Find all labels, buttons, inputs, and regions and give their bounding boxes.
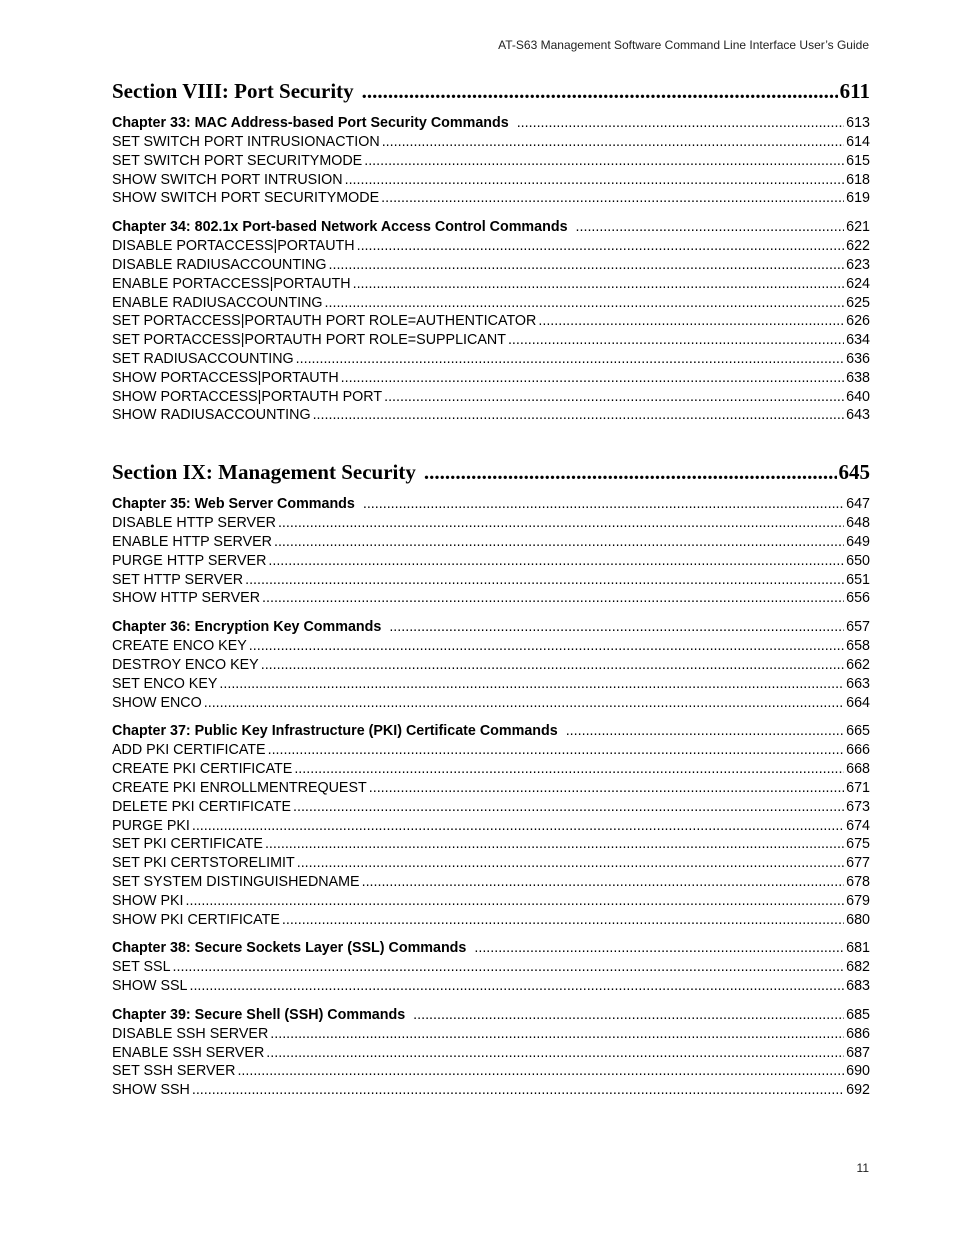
toc-entry[interactable]	[112, 779, 870, 798]
toc-entry[interactable]	[112, 189, 870, 208]
toc-entry[interactable]	[112, 312, 870, 331]
dot-leader	[173, 958, 845, 977]
toc-entry[interactable]	[112, 350, 870, 369]
dot-leader	[382, 133, 844, 152]
toc-entry-title: DELETE PKI CERTIFICATE	[112, 798, 292, 815]
dot-leader	[363, 495, 844, 514]
toc-section	[112, 457, 870, 487]
toc-entry[interactable]	[112, 656, 870, 675]
toc-chapter-heading[interactable]	[112, 1006, 870, 1025]
toc-chapter-heading[interactable]	[112, 722, 870, 741]
toc-chapter-heading[interactable]	[112, 114, 870, 133]
toc-entry-page-number: 656	[846, 590, 870, 607]
toc-entry-title: SET PKI CERTSTORELIMIT	[112, 855, 295, 872]
dot-leader	[204, 694, 844, 713]
dot-leader	[362, 76, 838, 106]
toc-entry-title: SHOW SWITCH PORT SECURITYMODE	[112, 190, 380, 207]
dot-leader	[381, 189, 844, 208]
toc-chapter-heading-title: Chapter 35: Web Server Commands	[112, 496, 355, 513]
toc-entry-title: SHOW PKI	[112, 892, 184, 909]
toc-entry-page-number: 663	[846, 675, 870, 692]
toc-entry-page-number: 682	[846, 959, 870, 976]
toc-entry-title: SET ENCO KEY	[112, 675, 218, 692]
toc-entry-page-number: 623	[846, 256, 870, 273]
toc-entry-title: CREATE ENCO KEY	[112, 638, 247, 655]
toc-chapter-heading-title: Chapter 38: Secure Sockets Layer (SSL) Commands	[112, 940, 467, 957]
toc-section-heading[interactable]	[112, 76, 870, 106]
toc-section	[112, 76, 870, 106]
toc-chapter-heading-title: Chapter 39: Secure Shell (SSH) Commands	[112, 1006, 406, 1023]
toc-entry-title: DISABLE PORTACCESS|PORTAUTH	[112, 238, 355, 255]
dot-leader	[237, 1062, 844, 1081]
dot-leader	[369, 779, 844, 798]
toc-chapter	[112, 618, 870, 712]
dot-leader	[245, 571, 844, 590]
toc-entry-title: SHOW PORTACCESS|PORTAUTH PORT	[112, 388, 383, 405]
toc-chapter-heading-page-number: 647	[846, 496, 870, 513]
toc-section-heading-title: Section VIII: Port Security	[112, 79, 354, 103]
toc-entry-title: CREATE PKI ENROLLMENTREQUEST	[112, 779, 367, 796]
toc-entry-title: SET PKI CERTIFICATE	[112, 836, 263, 853]
toc-entry-title: DISABLE RADIUSACCOUNTING	[112, 256, 327, 273]
toc-entry-page-number: 683	[846, 978, 870, 995]
dot-leader	[313, 406, 845, 425]
toc-entry-page-number: 677	[846, 855, 870, 872]
toc-entry-page-number: 662	[846, 656, 870, 673]
toc-entry[interactable]	[112, 152, 870, 171]
toc-chapter	[112, 114, 870, 208]
toc-entry-title: ENABLE SSH SERVER	[112, 1044, 265, 1061]
toc-entry[interactable]	[112, 835, 870, 854]
dot-leader	[508, 331, 844, 350]
toc-chapter-heading-page-number: 657	[846, 619, 870, 636]
dot-leader	[268, 741, 845, 760]
toc-chapter	[112, 1006, 870, 1100]
toc-entry-title: ENABLE RADIUSACCOUNTING	[112, 294, 323, 311]
toc-chapter-heading-title: Chapter 37: Public Key Infrastructure (PKI) Certificate Commands	[112, 723, 558, 740]
dot-leader	[261, 656, 844, 675]
toc-entry-page-number: 626	[846, 313, 870, 330]
dot-leader	[192, 1081, 844, 1100]
toc-entry[interactable]	[112, 760, 870, 779]
dot-leader	[474, 939, 844, 958]
toc-entry-page-number: 650	[846, 552, 870, 569]
toc-entry[interactable]	[112, 1025, 870, 1044]
toc-entry-title: PURGE HTTP SERVER	[112, 552, 267, 569]
toc-entry-title: ADD PKI CERTIFICATE	[112, 742, 266, 759]
toc-entry[interactable]	[112, 275, 870, 294]
toc-entry-title: SHOW PKI CERTIFICATE	[112, 911, 280, 928]
toc-entry[interactable]	[112, 589, 870, 608]
toc-entry[interactable]	[112, 1081, 870, 1100]
running-header: AT-S63 Management Software Command Line Interface User’s Guide	[498, 38, 869, 52]
toc-entry[interactable]	[112, 533, 870, 552]
dot-leader	[357, 237, 845, 256]
toc-entry-title: SHOW PORTACCESS|PORTAUTH	[112, 369, 339, 386]
dot-leader	[278, 514, 844, 533]
toc-entry-title: SET PORTACCESS|PORTAUTH PORT ROLE=AUTHENTICATOR	[112, 313, 537, 330]
toc-entry-title: SHOW RADIUSACCOUNTING	[112, 407, 311, 424]
toc-entry-page-number: 675	[846, 836, 870, 853]
toc-entry-page-number: 649	[846, 533, 870, 550]
toc-entry-page-number: 687	[846, 1044, 870, 1061]
dot-leader	[268, 552, 844, 571]
toc-chapter-heading-title: Chapter 36: Encryption Key Commands	[112, 619, 382, 636]
dot-leader	[362, 873, 845, 892]
dot-leader	[282, 911, 844, 930]
dot-leader	[266, 1044, 844, 1063]
toc-entry-title: SHOW SSL	[112, 978, 188, 995]
toc-entry-title: CREATE PKI CERTIFICATE	[112, 761, 293, 778]
toc-entry[interactable]	[112, 911, 870, 930]
toc-entry-page-number: 638	[846, 369, 870, 386]
toc-entry[interactable]	[112, 1062, 870, 1081]
toc-entry[interactable]	[112, 256, 870, 275]
toc-entry-page-number: 615	[846, 152, 870, 169]
toc-entry-page-number: 692	[846, 1082, 870, 1099]
dot-leader	[294, 760, 844, 779]
toc-chapter-heading-page-number: 665	[846, 723, 870, 740]
toc-entry[interactable]	[112, 977, 870, 996]
toc-entry-title: SHOW SSH	[112, 1082, 190, 1099]
toc-entry-title: PURGE PKI	[112, 817, 190, 834]
dot-leader	[345, 171, 845, 190]
dot-leader	[297, 854, 844, 873]
toc-entry-title: ENABLE HTTP SERVER	[112, 533, 272, 550]
toc-entry[interactable]	[112, 388, 870, 407]
toc-entry-page-number: 651	[846, 571, 870, 588]
toc-entry[interactable]	[112, 741, 870, 760]
toc-entry[interactable]	[112, 571, 870, 590]
toc-entry-title: SET SSH SERVER	[112, 1063, 236, 1080]
toc-entry[interactable]	[112, 552, 870, 571]
toc-entry[interactable]	[112, 798, 870, 817]
toc-section-heading-title: Section IX: Management Security	[112, 460, 416, 485]
toc-entry[interactable]	[112, 1044, 870, 1063]
dot-leader	[265, 835, 844, 854]
toc-chapter	[112, 722, 870, 929]
toc-chapter-heading-title: Chapter 34: 802.1x Port-based Network Access Control Commands	[112, 219, 568, 236]
dot-leader	[353, 275, 845, 294]
toc-entry-page-number: 673	[846, 798, 870, 815]
dot-leader	[413, 1006, 844, 1025]
toc-entry-page-number: 636	[846, 350, 870, 367]
toc-entry-page-number: 666	[846, 742, 870, 759]
toc-entry-page-number: 614	[846, 134, 870, 150]
dot-leader	[274, 533, 844, 552]
toc-chapter-heading-title: Chapter 33: MAC Address-based Port Security Commands	[112, 115, 509, 131]
toc-entry-title: SHOW HTTP SERVER	[112, 590, 261, 607]
toc-entry[interactable]	[112, 406, 870, 425]
dot-leader	[384, 388, 844, 407]
dot-leader	[329, 256, 845, 275]
toc-entry-page-number: 618	[846, 171, 870, 188]
toc-entry-page-number: 625	[846, 294, 870, 311]
dot-leader	[538, 312, 844, 331]
toc-entry-title: DESTROY ENCO KEY	[112, 656, 259, 673]
toc-entry-page-number: 674	[846, 817, 870, 834]
toc-entry-page-number: 643	[846, 407, 870, 424]
dot-leader	[576, 218, 845, 237]
toc-entry[interactable]	[112, 514, 870, 533]
toc-entry[interactable]	[112, 958, 870, 977]
toc-entry-title: SHOW ENCO	[112, 694, 202, 711]
toc-entry-title: SET RADIUSACCOUNTING	[112, 350, 294, 367]
toc-entry-page-number: 624	[846, 275, 870, 292]
toc-entry-title: SET PORTACCESS|PORTAUTH PORT ROLE=SUPPLICANT	[112, 332, 506, 349]
toc-entry[interactable]	[112, 694, 870, 713]
toc-entry[interactable]	[112, 637, 870, 656]
toc-chapter-heading[interactable]	[112, 618, 870, 637]
page-number: 11	[856, 1161, 869, 1175]
toc-section-heading-page-number: 645	[838, 460, 870, 485]
toc-entry[interactable]	[112, 873, 870, 892]
toc-chapter-heading[interactable]	[112, 495, 870, 514]
toc-entry-page-number: 668	[846, 761, 870, 778]
toc-entry-page-number: 648	[846, 515, 870, 532]
dot-leader	[566, 722, 844, 741]
toc-entry-title: SET SWITCH PORT INTRUSIONACTION	[112, 134, 380, 150]
dot-leader	[364, 152, 844, 171]
toc-chapter-heading-page-number: 613	[846, 115, 870, 131]
toc-entry-title: SET HTTP SERVER	[112, 571, 244, 588]
table-of-contents	[112, 76, 870, 1110]
toc-entry-page-number: 640	[846, 388, 870, 405]
dot-leader	[270, 1025, 844, 1044]
toc-entry[interactable]	[112, 133, 870, 152]
toc-entry-title: ENABLE PORTACCESS|PORTAUTH	[112, 275, 351, 292]
toc-entry[interactable]	[112, 369, 870, 388]
toc-entry[interactable]	[112, 817, 870, 836]
dot-leader	[189, 977, 844, 996]
toc-entry-page-number: 690	[846, 1063, 870, 1080]
toc-chapter	[112, 939, 870, 996]
toc-entry-page-number: 664	[846, 694, 870, 711]
dot-leader	[192, 817, 844, 836]
dot-leader	[249, 637, 844, 656]
toc-entry[interactable]	[112, 675, 870, 694]
toc-entry[interactable]	[112, 294, 870, 313]
dot-leader	[293, 798, 844, 817]
toc-entry[interactable]	[112, 171, 870, 190]
toc-chapter	[112, 218, 870, 425]
dot-leader	[325, 294, 845, 313]
toc-entry[interactable]	[112, 892, 870, 911]
toc-entry-page-number: 679	[846, 892, 870, 909]
toc-entry[interactable]	[112, 237, 870, 256]
dot-leader	[517, 114, 844, 133]
toc-chapter-heading-page-number: 685	[846, 1006, 870, 1023]
section-spacer	[112, 435, 870, 457]
dot-leader	[262, 589, 844, 608]
toc-entry-page-number: 634	[846, 332, 870, 349]
dot-leader	[186, 892, 845, 911]
toc-entry[interactable]	[112, 331, 870, 350]
toc-entry-title: DISABLE SSH SERVER	[112, 1025, 269, 1042]
toc-entry-page-number: 678	[846, 873, 870, 890]
toc-chapter-heading[interactable]	[112, 218, 870, 237]
dot-leader	[296, 350, 844, 369]
toc-entry-title: SET SSL	[112, 959, 171, 976]
toc-entry-page-number: 686	[846, 1025, 870, 1042]
toc-section-heading[interactable]	[112, 457, 870, 487]
toc-section-heading-page-number: 611	[839, 79, 870, 103]
toc-chapter-heading[interactable]	[112, 939, 870, 958]
toc-entry-title: SET SWITCH PORT SECURITYMODE	[112, 152, 363, 169]
toc-entry-page-number: 658	[846, 638, 870, 655]
toc-chapter-heading-page-number: 621	[846, 219, 870, 236]
toc-entry-page-number: 680	[846, 911, 870, 928]
dot-leader	[424, 457, 837, 487]
toc-chapter	[112, 495, 870, 608]
toc-entry-page-number: 622	[846, 238, 870, 255]
toc-entry-title: SHOW SWITCH PORT INTRUSION	[112, 171, 343, 188]
toc-entry-title: SET SYSTEM DISTINGUISHEDNAME	[112, 873, 360, 890]
toc-entry-page-number: 619	[846, 190, 870, 207]
toc-entry[interactable]	[112, 854, 870, 873]
toc-entry-title: DISABLE HTTP SERVER	[112, 515, 276, 532]
dot-leader	[389, 618, 844, 637]
dot-leader	[341, 369, 844, 388]
toc-entry-page-number: 671	[846, 779, 870, 796]
toc-chapter-heading-page-number: 681	[846, 940, 870, 957]
dot-leader	[219, 675, 844, 694]
